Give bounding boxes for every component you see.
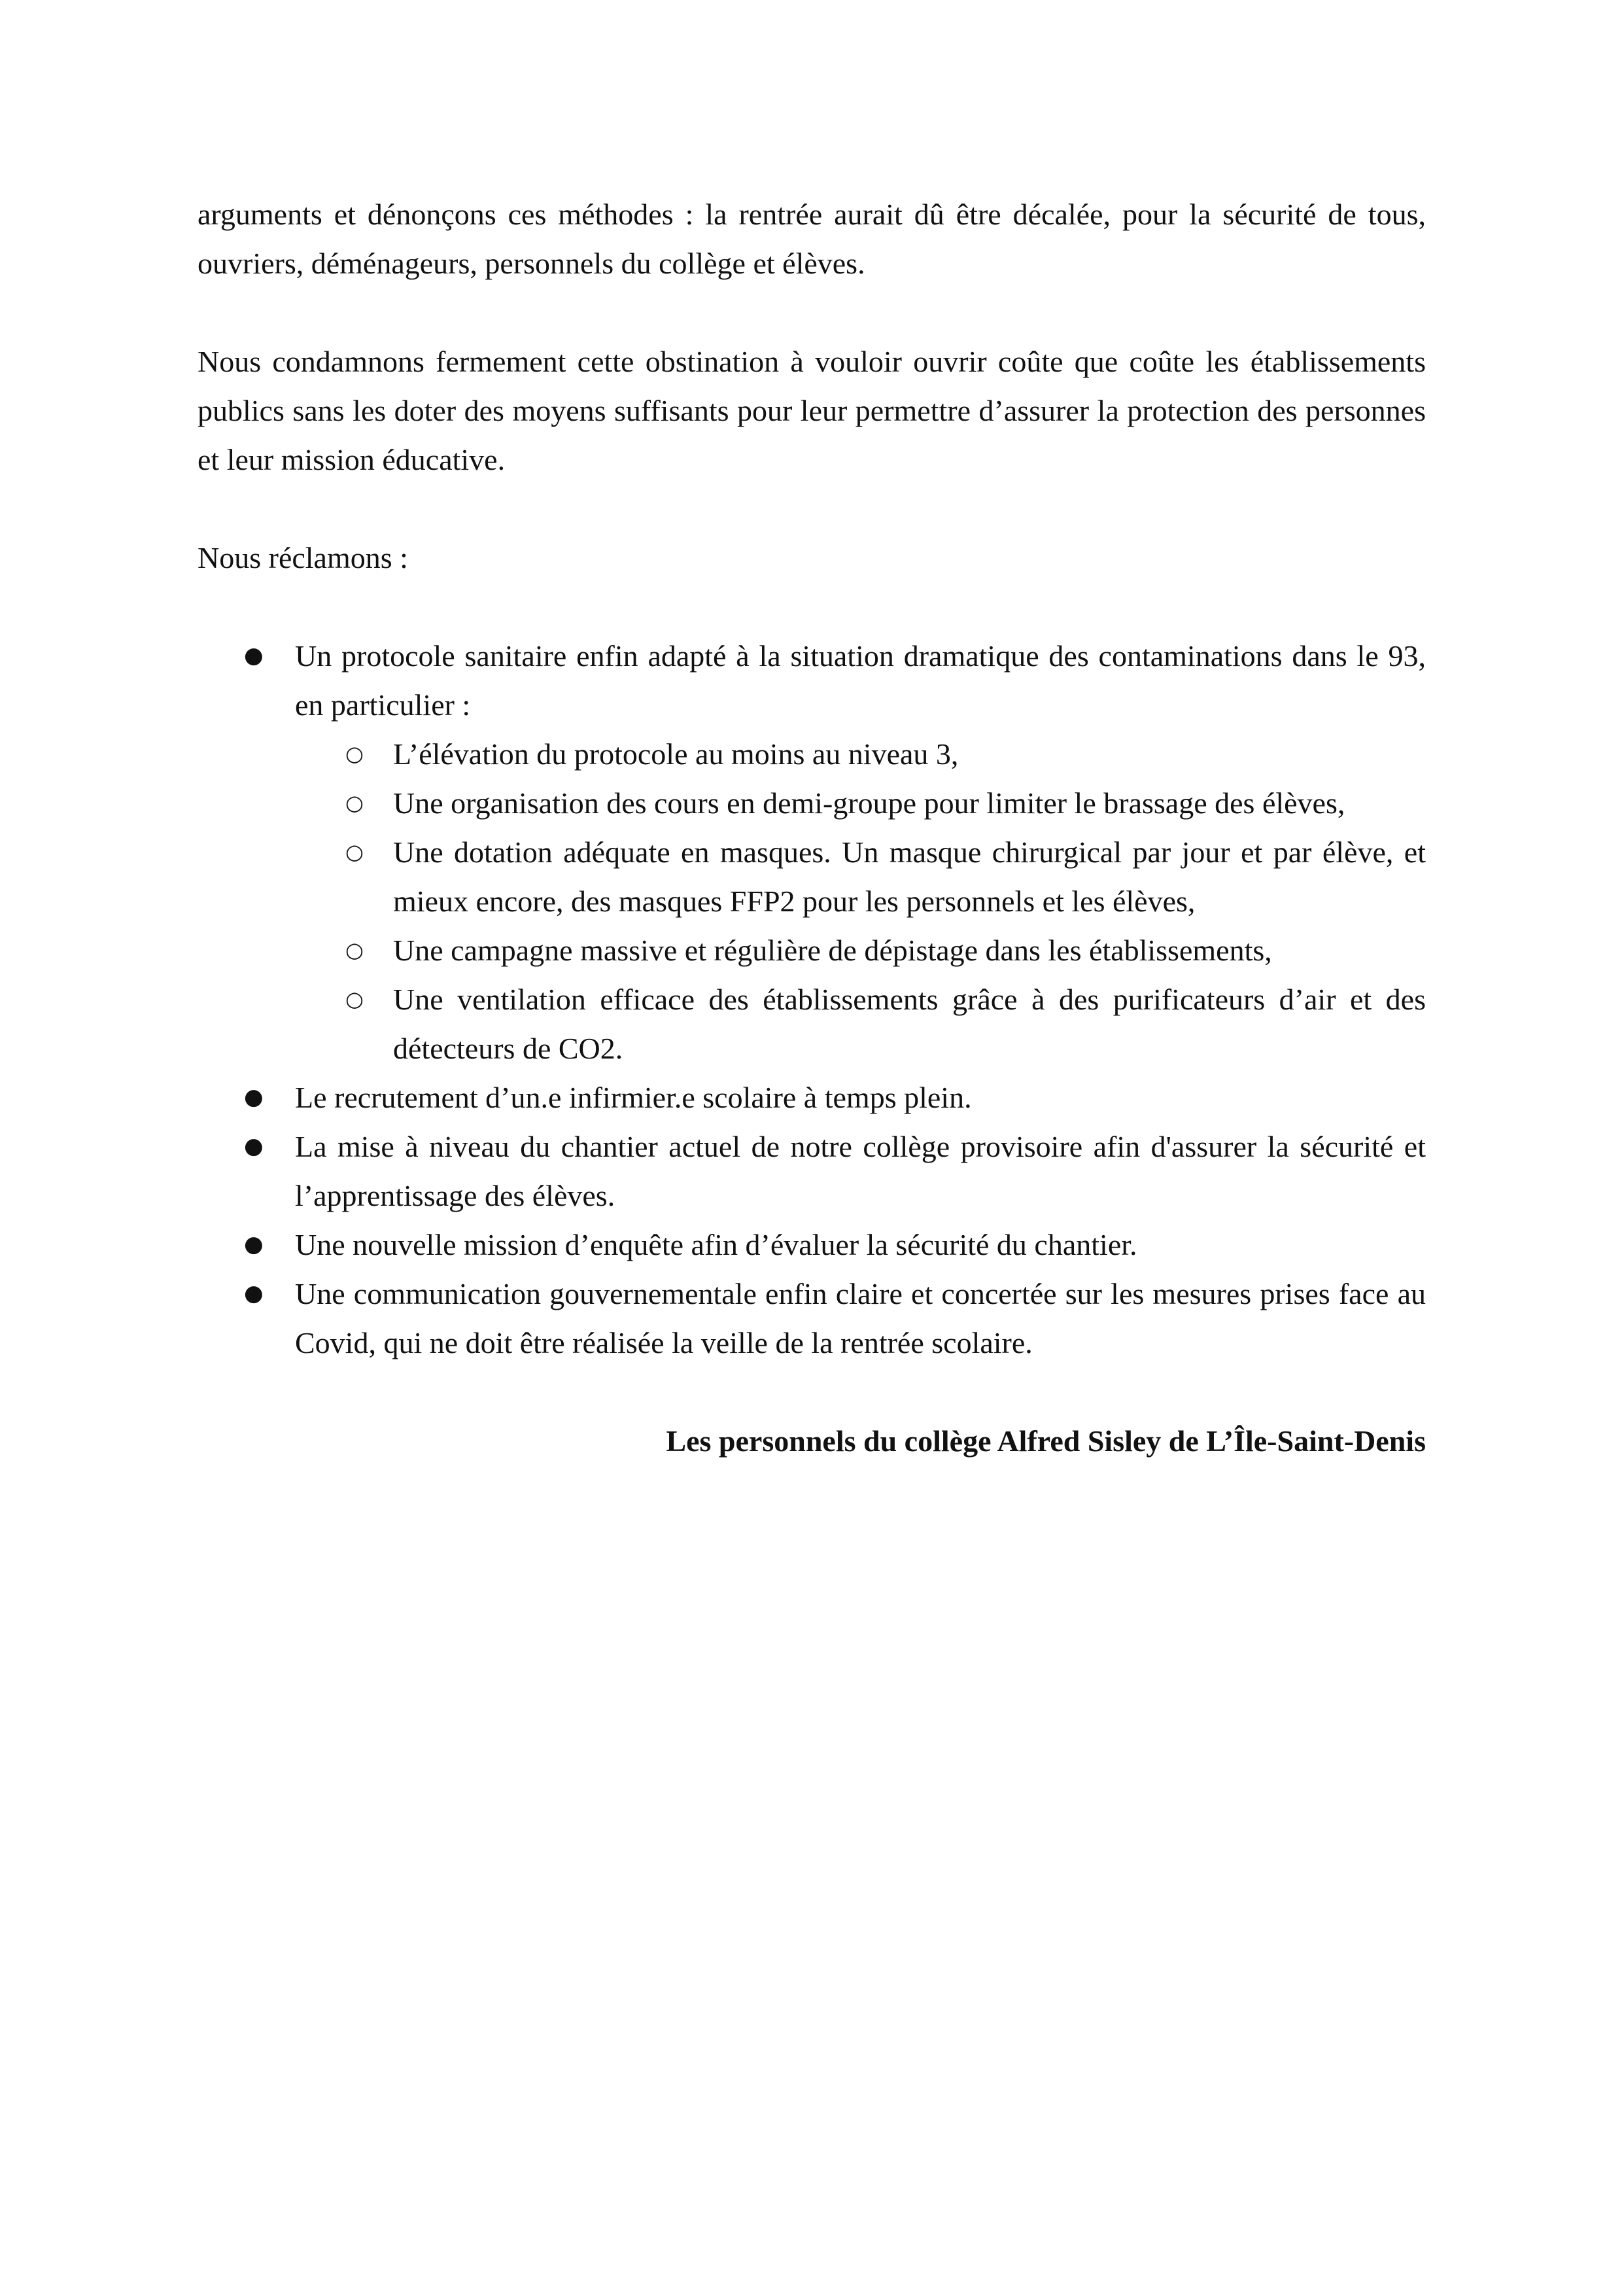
- protocol-subitem: ○ Une dotation adéquate en masques. Un masque chirurgical par jour et par élève, et mieux encore, des masques FFP2 pour les personnels et les élèves,: [393, 828, 1426, 926]
- protocol-subitem: ○ Une organisation des cours en demi-groupe pour limiter le brassage des élèves,: [393, 779, 1426, 828]
- signature: Les personnels du collège Alfred Sisley de L’Île-Saint-Denis: [666, 1424, 1426, 1458]
- protocol-subitem: ○ L’élévation du protocole au moins au niveau 3,: [393, 729, 1426, 779]
- demand-item: [295, 631, 1426, 1073]
- demand-text: Un protocole sanitaire enfin adapté à la situation dramatique des contaminations dans le 93, en particulier :: [295, 639, 1426, 722]
- protocol-subitem: ○ Une campagne massive et régulière de dépistage dans les établissements,: [393, 926, 1426, 975]
- intro-paragraph: arguments et dénonçons ces méthodes : la rentrée aurait dû être décalée, pour la sécurité de tous, ouvriers, déménageurs, personnels du collège et élèves.: [198, 198, 1426, 280]
- demand-item: ● Le recrutement d’un.e infirmier.e scolaire à temps plein.: [295, 1073, 1426, 1122]
- document-page: [198, 190, 1426, 1465]
- demand-item: ● La mise à niveau du chantier actuel de notre collège provisoire afin d'assurer la sécurité et l’apprentissage des élèves.: [295, 1122, 1426, 1220]
- demand-item: ● Une nouvelle mission d’enquête afin d’évaluer la sécurité du chantier.: [295, 1220, 1426, 1269]
- demands-heading: Nous réclamons :: [198, 541, 408, 574]
- condemnation-paragraph: Nous condamnons fermement cette obstination à vouloir ouvrir coûte que coûte les établissements publics sans les doter des moyens suffisants pour leur permettre d’assurer la protection des personnes et leur mission éducative.: [198, 345, 1426, 476]
- protocol-subitem: ○ Une ventilation efficace des établissements grâce à des purificateurs d’air et des détecteurs de CO2.: [393, 975, 1426, 1073]
- protocol-sublist: [295, 729, 1426, 1073]
- demand-item: ● Une communication gouvernementale enfin claire et concertée sur les mesures prises face au Covid, qui ne doit être réalisée la veille de la rentrée scolaire.: [295, 1269, 1426, 1367]
- demands-list: [198, 631, 1426, 1367]
